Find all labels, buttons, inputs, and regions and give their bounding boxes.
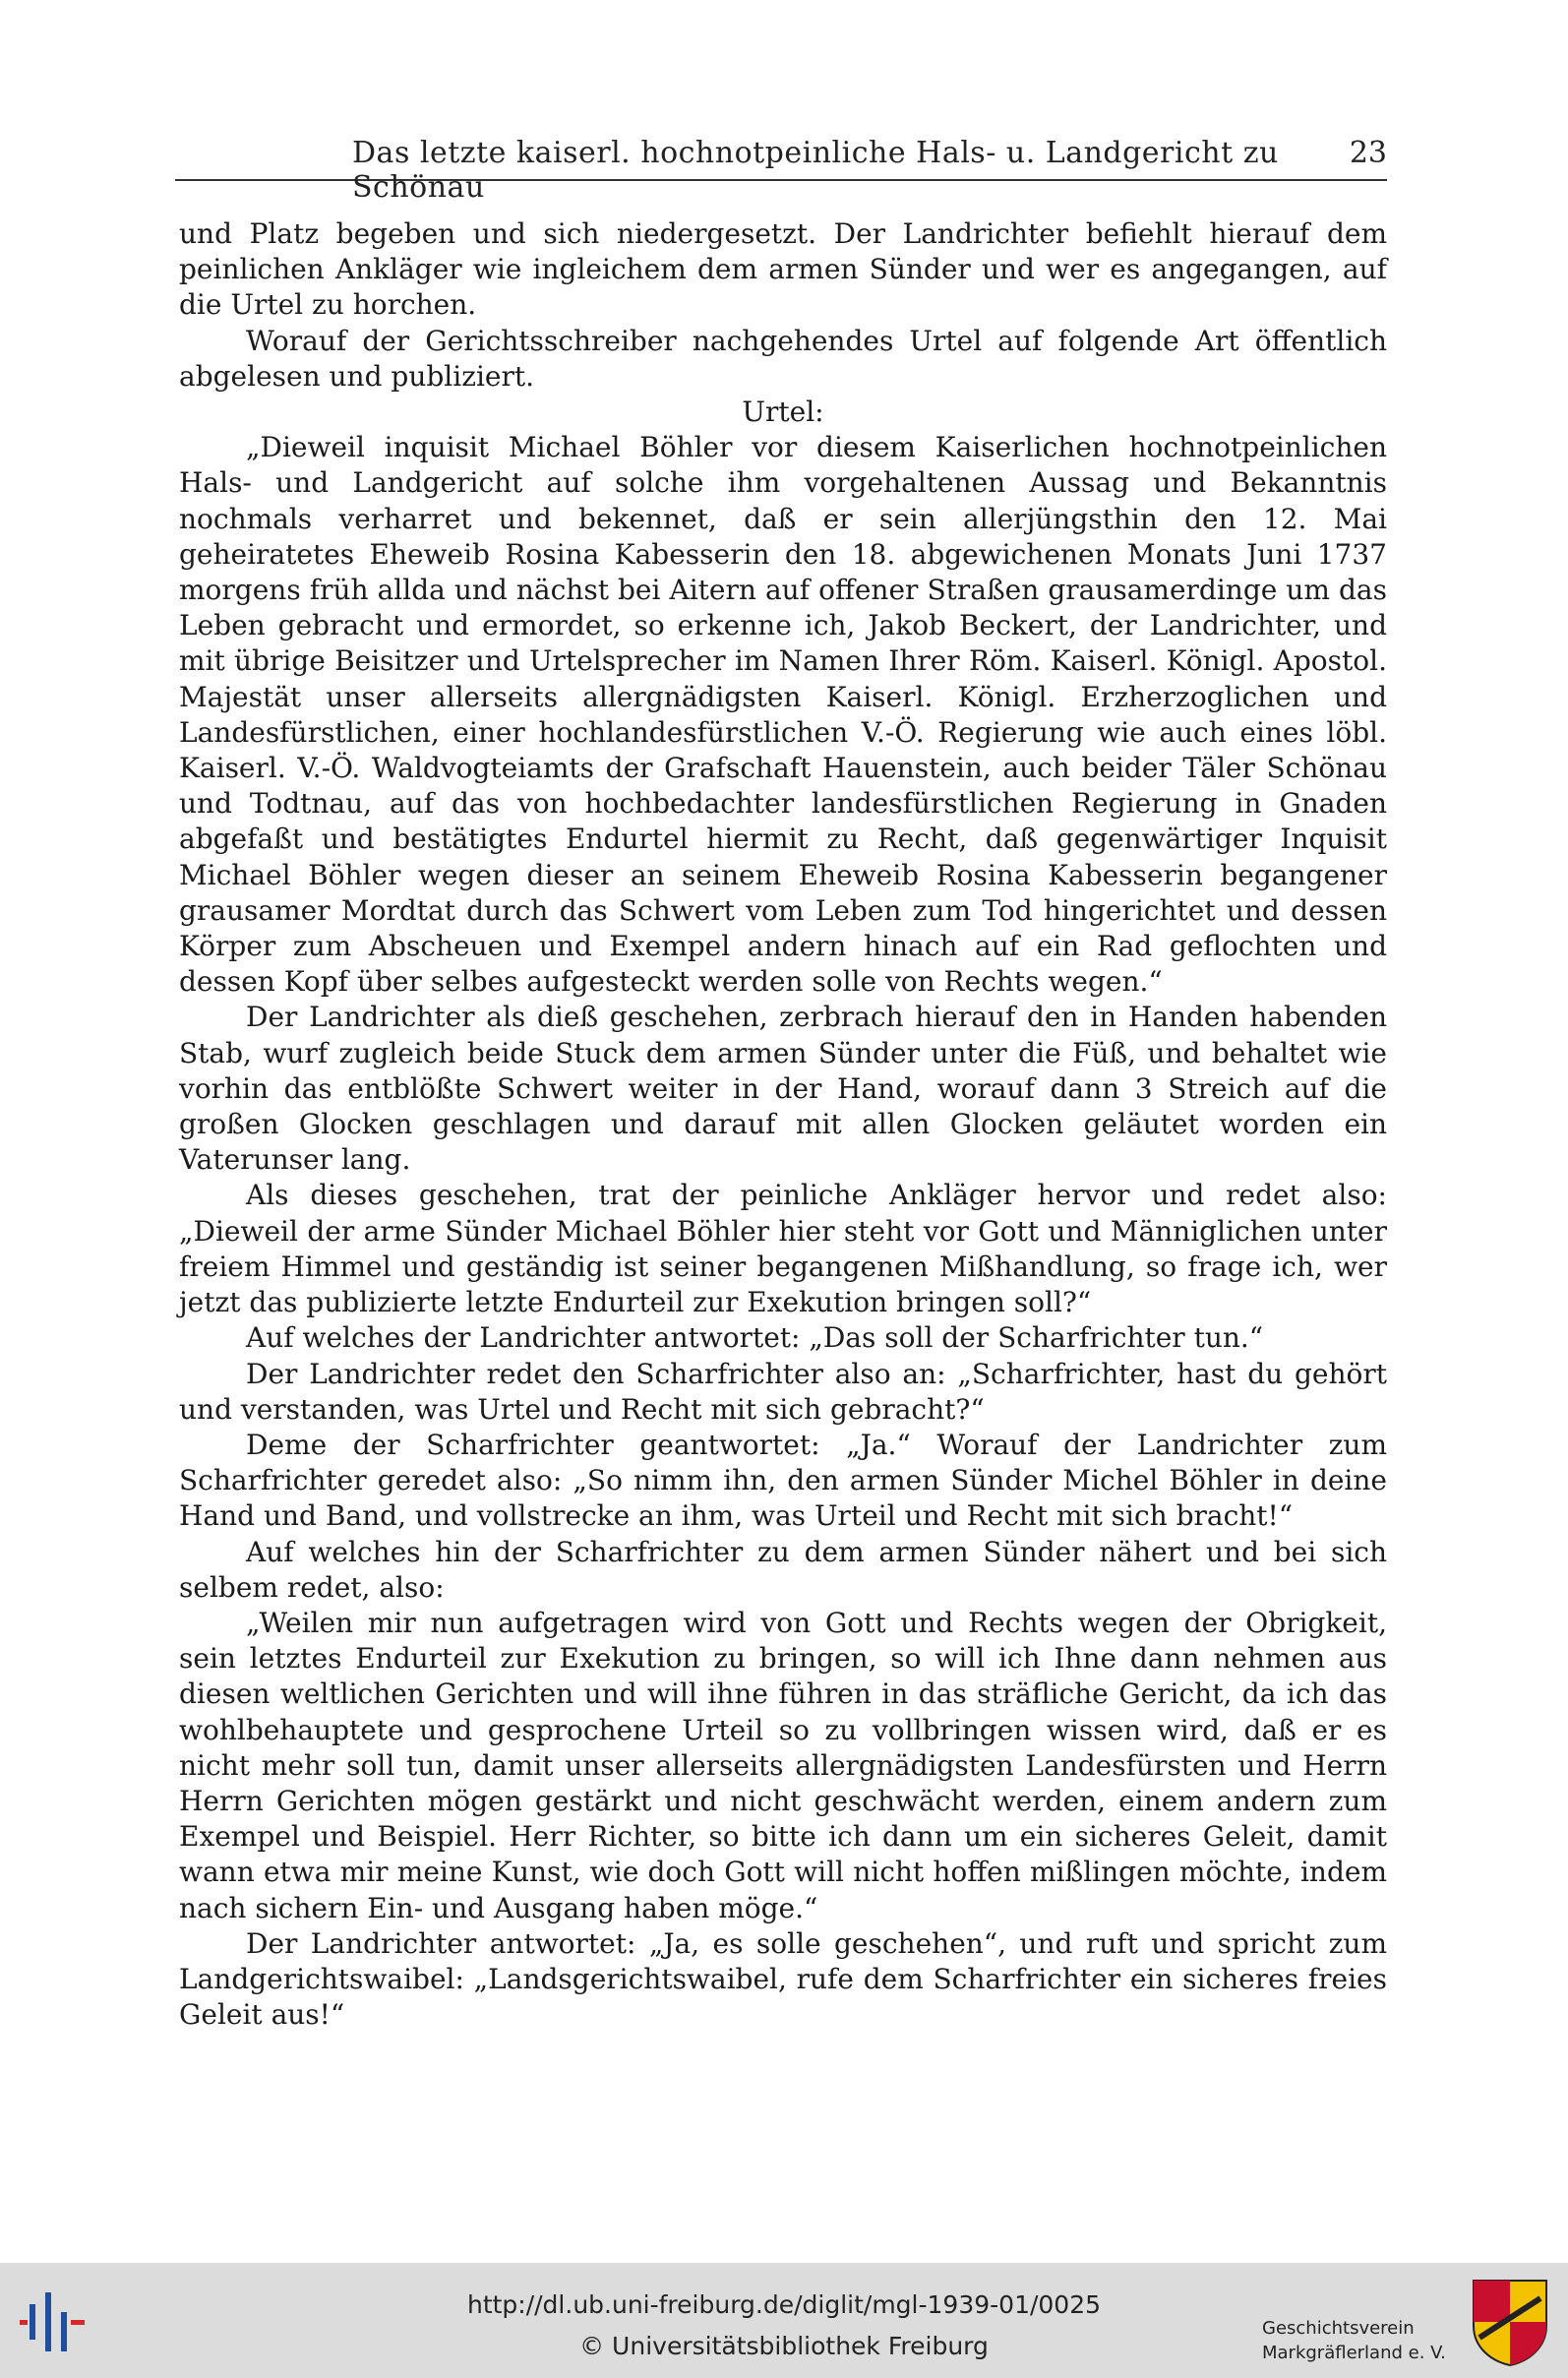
paragraph: „Dieweil inquisit Michael Böhler vor diesem Kaiserlichen hochnotpeinlichen Hals- und Landgericht auf solche ihm vorgehaltenen Aussag und Bekanntnis nochmals verharret und bekennet, daß er sein allerjüngsthin den 12. Mai geheiratetes Eheweib Rosina Kabesserin den 18. abgewichenen Monats Juni 1737 morgens früh allda und nächst bei Aitern auf offener Straßen grausamerdinge um das Leben gebracht und ermordet, so erkenne ich, Jakob Beckert, der Landrichter, und mit übrige Beisitzer und Urtelsprecher im Namen Ihrer Röm. Kaiserl. Königl. Apostol. Majestät unser allerseits allergnädigsten Kaiserl. Königl. Erzherzoglichen und Landesfürstlichen, einer hochlandesfürstlichen V.-Ö. Regierung wie auch eines löbl. Kaiserl. V.-Ö. Waldvogteiamts der Grafschaft Hauenstein, auch beider Täler Schönau und Todtnau, auf das von hochbedachter landesfürstlichen Regierung in Gnaden abgefaßt und bestätigtes Endurtel hiermit zu Recht, daß gegenwärtiger Inquisit Michael Böhler wegen dieser an seinem Eheweib Rosina Kabesserin begangener grausamer Mordtat durch das Schwert vom Leben zum Tod hingerichtet und dessen Körper zum Abscheuen und Exempel andern hinach auf ein Rad geflochten und dessen Kopf über selbes aufgesteckt werden solle von Rechts wegen.“: [179, 431, 1387, 999]
footer-society: [1262, 2316, 1446, 2365]
paragraph: Der Landrichter als dieß geschehen, zerbrach hierauf den in Handen habenden Stab, wurf zugleich beide Stuck dem armen Sünder unter die Füß, und behaltet wie vorhin das entblößte Schwert weiter in der Hand, worauf dann 3 Streich auf die großen Glocken geschlagen und darauf mit allen Glocken geläutet worden ein Vaterunser lang.: [179, 1001, 1387, 1177]
running-title: Das letzte kaiserl. hochnotpeinliche Hals- u. Landgericht zu Schönau: [352, 136, 1279, 205]
running-header: [175, 136, 1387, 205]
text-body: [179, 216, 1387, 2033]
section-heading: Urtel:: [742, 396, 824, 429]
paragraph: „Weilen mir nun aufgetragen wird von Gott und Rechts wegen der Obrigkeit, sein letztes Endurteil zur Exekution zu bringen, so will ich Ihne dann nehmen aus diesen weltlichen Gerichten und will ihne führen in das sträfliche Gericht, da ich das wohlbehauptete und gesprochene Urteil so zu vollbringen wissen wird, daß er es nicht mehr soll tun, damit unser allerseits allergnädigsten Landesfürsten und Herrn Herrn Gerichten mögen gestärkt und nicht geschwächt werden, einem andern zum Exempel und Beispiel. Herr Richter, so bitte ich dann um ein sicheres Geleit, damit wann etwa mir meine Kunst, wie doch Gott will nicht hoffen mißlingen möchte, indem nach sichern Ein- und Ausgang haben möge.“: [179, 1606, 1387, 1924]
footer-bar: [0, 2263, 1568, 2378]
society-line-1: Geschichtsverein: [1262, 2318, 1415, 2339]
paragraph: Auf welches der Landrichter antwortet: „Das soll der Scharfrichter tun.“: [246, 1321, 1264, 1355]
paragraph: Der Landrichter antwortet: „Ja, es solle geschehen“, und ruft und spricht zum Landgerichtswaibel: „Landsgerichtswaibel, rufe dem Scharfrichter ein sicheres freies Geleit aus!“: [179, 1926, 1387, 2032]
footer-url[interactable]: http://dl.ub.uni-freiburg.de/diglit/mgl-1939-01/0025: [466, 2290, 1102, 2319]
coat-of-arms-icon: [1470, 2277, 1550, 2367]
paragraph: Als dieses geschehen, trat der peinliche Ankläger hervor und redet also: „Dieweil der arme Sünder Michael Böhler hier steht vor Gott und Männiglichen unter freiem Himmel und geständig ist seiner begangenen Mißhandlung, so frage ich, wer jetzt das publizierte letzte Endurteil zur Exekution bringen soll?“: [179, 1179, 1387, 1319]
society-line-2: Markgräflerland e. V.: [1262, 2343, 1446, 2363]
paragraph: und Platz begeben und sich niedergesetzt. Der Landrichter befiehlt hierauf dem peinlichen Ankläger wie ingleichem dem armen Sünder und wer es angegangen, auf die Urtel zu horchen.: [179, 217, 1387, 322]
paragraph: Auf welches hin der Scharfrichter zu dem armen Sünder nähert und bei sich selbem redet, also:: [179, 1535, 1387, 1604]
paragraph: Der Landrichter redet den Scharfrichter also an: „Scharfrichter, hast du gehört und verstanden, was Urtel und Recht mit sich gebracht?“: [179, 1357, 1387, 1426]
page-number: 23: [1349, 136, 1387, 170]
paragraph: Deme der Scharfrichter geantwortet: „Ja.“ Worauf der Landrichter zum Scharfrichter geredet also: „So nimm ihn, den armen Sünder Michel Böhler in deine Hand und Band, und vollstrecke an ihm, was Urteil und Recht mit sich bracht!“: [179, 1428, 1387, 1533]
paragraph: Worauf der Gerichtsschreiber nachgehendes Urtel auf folgende Art öffentlich abgelesen und publiziert.: [179, 324, 1387, 393]
footer-copyright: © Universitätsbibliothek Freiburg: [579, 2332, 989, 2360]
